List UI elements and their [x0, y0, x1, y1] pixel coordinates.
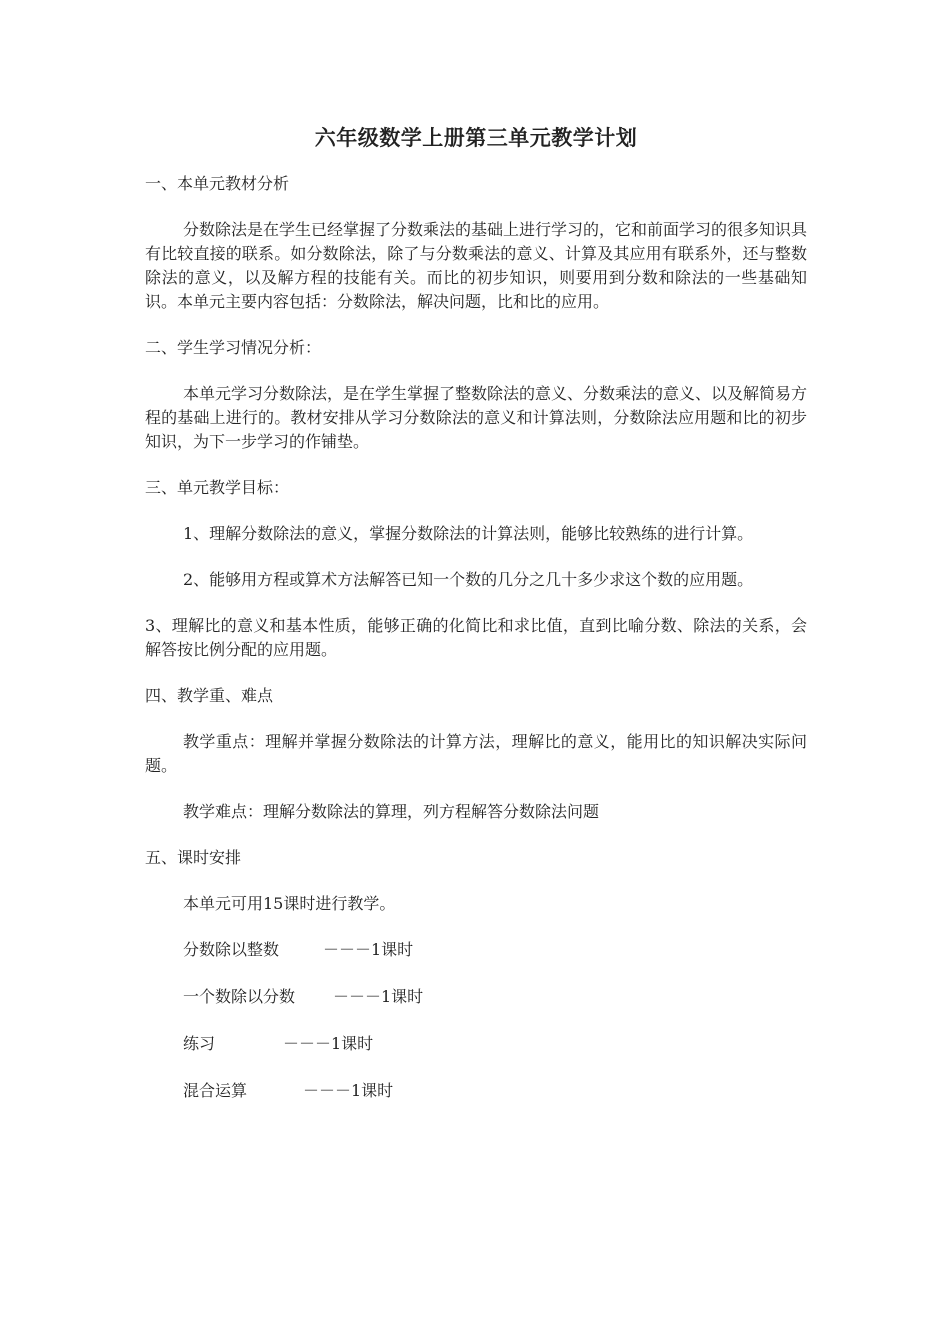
key-point-paragraph: 教学重点：理解并掌握分数除法的计算方法，理解比的意义，能用比的知识解决实际问题。: [145, 732, 807, 775]
schedule-topic: 混合运算: [183, 1081, 248, 1100]
document-title: 六年级数学上册第三单元教学计划: [314, 125, 638, 150]
schedule-row: [145, 985, 807, 1009]
schedule-topic: 分数除以整数: [183, 940, 280, 959]
section-heading-textbook-analysis: 一、本单元教材分析: [145, 174, 290, 193]
document-content: [145, 118, 807, 1126]
section-heading-teaching-goals: 三、单元教学目标：: [145, 478, 290, 497]
schedule-topic: 一个数除以分数: [183, 987, 296, 1006]
difficult-point-paragraph: 教学难点：理解分数除法的算理，列方程解答分数除法问题: [183, 802, 600, 821]
section-heading-key-difficult-points: 四、教学重、难点: [145, 686, 274, 705]
schedule-topic: 练习: [183, 1034, 216, 1053]
student-analysis-paragraph: 本单元学习分数除法，是在学生掌握了整数除法的意义、分数乘法的意义、以及解简易方程的基础上进行的。教材安排从学习分数除法的意义和计算法则，分数除法应用题和比的初步知识，为下一步学习的作铺垫。: [145, 384, 808, 451]
schedule-intro: 本单元可用15课时进行教学。: [183, 894, 396, 913]
schedule-duration: －－－1课时: [283, 1034, 374, 1053]
schedule-row: [145, 1032, 807, 1056]
teaching-goal-item: 1、理解分数除法的意义，掌握分数除法的计算法则，能够比较熟练的进行计算。: [183, 524, 754, 543]
teaching-goal-item: 3、理解比的意义和基本性质，能够正确的化简比和求比值，直到比喻分数、除法的关系，会解答按比例分配的应用题。: [145, 616, 807, 659]
schedule-row: [145, 1079, 807, 1103]
schedule-duration: －－－1课时: [333, 987, 424, 1006]
section-heading-student-analysis: 二、学生学习情况分析：: [145, 338, 322, 357]
schedule-row: [145, 938, 807, 962]
textbook-analysis-paragraph: 分数除法是在学生已经掌握了分数乘法的基础上进行学习的，它和前面学习的很多知识具有比较直接的联系。如分数除法，除了与分数乘法的意义、计算及其应用有联系外，还与整数除法的意义，以及解方程的技能有关。而比的初步知识，则要用到分数和除法的一些基础知识。本单元主要内容包括：分数除法，解决问题，比和比的应用。: [145, 220, 808, 311]
teaching-goal-item: 2、能够用方程或算术方法解答已知一个数的几分之几十多少求这个数的应用题。: [183, 570, 754, 589]
schedule-duration: －－－1课时: [323, 940, 414, 959]
section-heading-lesson-schedule: 五、课时安排: [145, 848, 242, 867]
schedule-duration: －－－1课时: [303, 1081, 394, 1100]
